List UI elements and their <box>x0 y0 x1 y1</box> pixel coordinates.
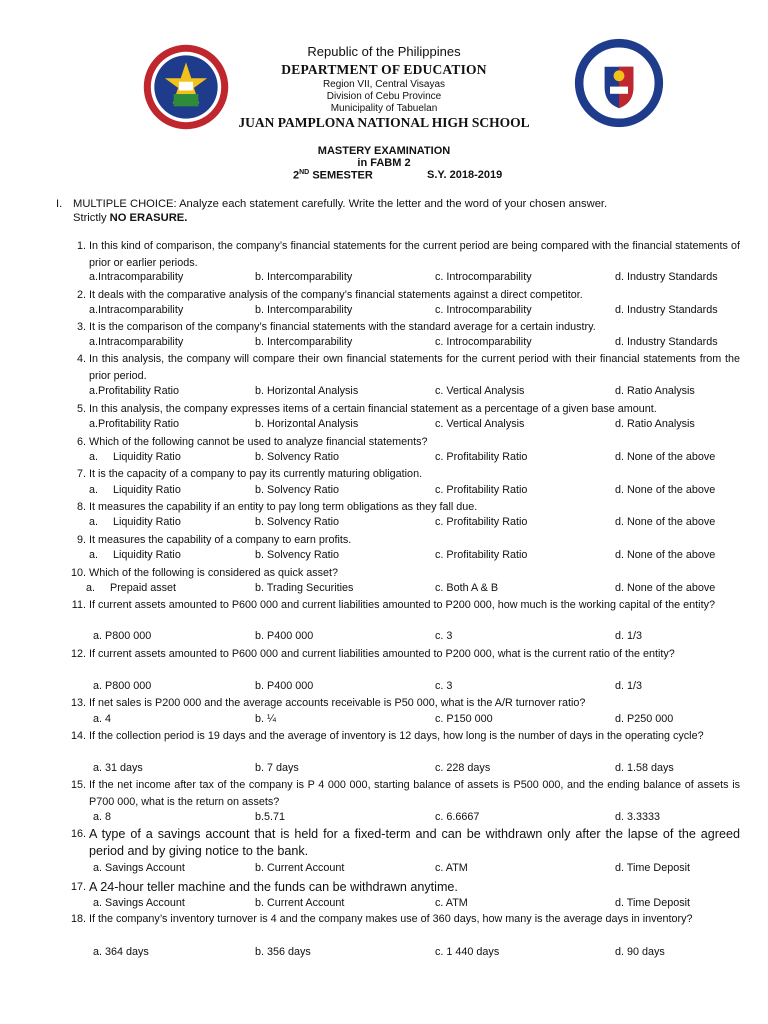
answer-option-a: a.Profitability Ratio <box>89 385 180 397</box>
document-header <box>0 0 768 200</box>
exam-subject: in FABM 2 <box>357 157 411 169</box>
answer-option-d: d. Ratio Analysis <box>615 385 695 397</box>
question-stem: It is the capacity of a company to pay its currently maturing obligation. <box>89 468 423 480</box>
answer-option-a: a.Intracomparability <box>89 336 184 348</box>
answer-option-a: a. 4 <box>93 713 112 725</box>
answer-option-a: a. 31 days <box>93 762 143 774</box>
answer-option-b: b. Intercomparability <box>255 271 353 283</box>
question-stem: If the net income after tax of the company is P 4 000 000, starting balance of assets is P500 000, and the ending balance of assets is P700 000, what is the return on assets? <box>89 779 740 808</box>
question-number: 9. <box>76 534 86 546</box>
question-number: 10. <box>70 567 86 579</box>
question-number: 5. <box>76 403 86 415</box>
question-stem: Which of the following cannot be used to analyze financial statements? <box>89 436 428 448</box>
question-number: 8. <box>76 501 86 513</box>
answer-option-a: a. P800 000 <box>93 680 152 692</box>
question-stem: In this kind of comparison, the company’s financial statements for the current period are being compared with the financial statements of prior or earlier periods. <box>89 240 740 269</box>
answer-option-c: c. Both A & B <box>435 582 499 594</box>
answer-option-d: d. Industry Standards <box>615 336 718 348</box>
instruction-text: MULTIPLE CHOICE: Analyze each statement carefully. Write the letter and the word of your chosen answer. <box>73 198 608 210</box>
question-stem: In this analysis, the company will compare their own financial statements for the current period with their financial statements from the prior period. <box>89 353 740 382</box>
answer-option-b: b. Horizontal Analysis <box>255 385 359 397</box>
answer-option-b: b. Current Account <box>255 897 345 909</box>
answer-option-a: a. Liquidity Ratio <box>89 451 181 463</box>
answer-option-d: d. None of the above <box>615 484 716 496</box>
answer-option-a: a.Intracomparability <box>89 271 184 283</box>
answer-option-b: b. Horizontal Analysis <box>255 418 359 430</box>
answer-option-b: b. Solvency Ratio <box>255 516 340 528</box>
answer-option-a: a. Savings Account <box>93 897 185 909</box>
question-number: 6. <box>76 436 86 448</box>
answer-option-c: c. 3 <box>435 630 453 642</box>
section-number: I. <box>56 198 63 210</box>
question-number: 4. <box>76 353 86 365</box>
question-stem: In this analysis, the company expresses items of a certain financial statement as a percentage of a given base amount. <box>89 403 657 415</box>
question-stem: If current assets amounted to P600 000 and current liabilities amounted to P200 000, what is the current ratio of the entity? <box>89 648 675 660</box>
answer-option-a: a. Liquidity Ratio <box>89 549 181 561</box>
question-number: 1. <box>76 240 86 252</box>
answer-option-d: d. 1.58 days <box>615 762 674 774</box>
answer-option-b: b. 356 days <box>255 946 311 958</box>
question-stem: Which of the following is considered as quick asset? <box>89 567 339 579</box>
school-name: JUAN PAMPLONA NATIONAL HIGH SCHOOL <box>238 115 530 130</box>
answer-option-c: c. Introcomparability <box>435 336 532 348</box>
answer-option-b: b. Current Account <box>255 862 345 874</box>
question-stem: A 24-hour teller machine and the funds can be withdrawn anytime. <box>89 880 458 894</box>
answer-option-c: c. P150 000 <box>435 713 493 725</box>
answer-option-d: d. Time Deposit <box>615 897 691 909</box>
answer-option-a: a. Liquidity Ratio <box>89 484 181 496</box>
answer-option-d: d. 1/3 <box>615 680 643 692</box>
answer-option-a: a. Savings Account <box>93 862 185 874</box>
answer-option-d: d. Ratio Analysis <box>615 418 695 430</box>
semester-word: SEMESTER <box>312 169 373 182</box>
answer-option-a: a. Prepaid asset <box>86 582 177 594</box>
question-stem: It is the comparison of the company’s financial statements with the standard average for a certain industry. <box>89 321 596 333</box>
answer-option-c: c. Introcomparability <box>435 271 532 283</box>
answer-option-b: b. Solvency Ratio <box>255 484 340 496</box>
question-stem: If the company’s inventory turnover is 4 and the company makes use of 360 days, how many is the average days in inventory? <box>89 913 693 925</box>
answer-option-d: d. 3.3333 <box>615 811 661 823</box>
answer-option-c: c. Profitability Ratio <box>435 451 528 463</box>
answer-option-b: b. ¼ <box>255 713 277 725</box>
question-number: 7. <box>76 468 86 480</box>
answer-option-a: a. P800 000 <box>93 630 152 642</box>
answer-option-d: d. Industry Standards <box>615 271 718 283</box>
question-stem: It measures the capability if an entity to pay long term obligations as they fall due. <box>89 501 478 513</box>
question-stem: It deals with the comparative analysis of the company’s financial statements against a direct competitor. <box>89 289 583 301</box>
answer-option-d: d. 90 days <box>615 946 665 958</box>
answer-option-b: b. P400 000 <box>255 630 314 642</box>
answer-option-d: d. None of the above <box>615 582 716 594</box>
question-number: 3. <box>76 321 86 333</box>
question-number: 17. <box>70 881 86 893</box>
answer-option-c: c. Vertical Analysis <box>435 385 525 397</box>
question-number: 14. <box>70 730 86 742</box>
answer-option-b: b. Solvency Ratio <box>255 451 340 463</box>
instruction-note <box>73 211 187 225</box>
question-stem: If the collection period is 19 days and the average of inventory is 12 days, how long is the number of days in the operating cycle? <box>89 730 704 742</box>
answer-option-b: b. 7 days <box>255 762 299 774</box>
question-number: 15. <box>70 779 86 791</box>
answer-option-b: b. Trading Securities <box>255 582 354 594</box>
question-number: 16. <box>70 828 86 840</box>
answer-option-c: c. Introcomparability <box>435 304 532 316</box>
semester-suffix: ND <box>299 169 310 176</box>
answer-option-d: d. None of the above <box>615 516 716 528</box>
answer-option-c: c. 1 440 days <box>435 946 500 958</box>
answer-option-c: c. Vertical Analysis <box>435 418 525 430</box>
answer-option-a: a. Liquidity Ratio <box>89 516 181 528</box>
answer-option-c: c. Profitability Ratio <box>435 484 528 496</box>
republic-line: Republic of the Philippines <box>307 44 461 59</box>
school-year: S.Y. 2018-2019 <box>427 169 503 181</box>
answer-option-d: d. 1/3 <box>615 630 643 642</box>
question-stem: A type of a savings account that is held for a fixed-term and can be withdrawn only after the lapse of the agreed period and by giving notice to the bank. <box>89 827 740 858</box>
instruction-note-prefix: Strictly <box>73 212 110 224</box>
answer-option-d: d. Industry Standards <box>615 304 718 316</box>
semester-number: 2 <box>293 169 300 182</box>
answer-option-c: c. 3 <box>435 680 453 692</box>
semester-line <box>293 169 373 182</box>
division-line: Division of Cebu Province <box>326 91 442 102</box>
answer-option-d: d. None of the above <box>615 549 716 561</box>
question-number: 12. <box>70 648 86 660</box>
department-line: DEPARTMENT OF EDUCATION <box>281 62 487 77</box>
answer-option-a: a. 364 days <box>93 946 149 958</box>
no-erasure-warning: NO ERASURE. <box>109 212 188 224</box>
municipality-line: Municipality of Tabuelan <box>330 103 438 114</box>
answer-option-c: c. Profitability Ratio <box>435 549 528 561</box>
answer-option-b: b. P400 000 <box>255 680 314 692</box>
question-number: 11. <box>71 599 86 611</box>
answer-option-d: d. None of the above <box>615 451 716 463</box>
answer-option-c: c. ATM <box>435 897 468 909</box>
answer-option-c: c. Profitability Ratio <box>435 516 528 528</box>
answer-option-c: c. 228 days <box>435 762 491 774</box>
question-stem: If net sales is P200 000 and the average accounts receivable is P50 000, what is the A/R turnover ratio? <box>89 697 586 709</box>
answer-option-b: b.5.71 <box>255 811 286 823</box>
answer-option-c: c. 6.6667 <box>435 811 480 823</box>
answer-option-b: b. Intercomparability <box>255 336 353 348</box>
answer-option-b: b. Solvency Ratio <box>255 549 340 561</box>
answer-option-d: d. P250 000 <box>615 713 674 725</box>
answer-option-d: d. Time Deposit <box>615 862 691 874</box>
answer-option-a: a.Profitability Ratio <box>89 418 180 430</box>
question-number: 13. <box>70 697 86 709</box>
question-number: 2. <box>76 289 86 301</box>
answer-option-a: a.Intracomparability <box>89 304 184 316</box>
question-stem: If current assets amounted to P600 000 and current liabilities amounted to P200 000, how much is the working capital of the entity? <box>89 599 715 611</box>
answer-option-c: c. ATM <box>435 862 468 874</box>
answer-option-a: a. 8 <box>93 811 112 823</box>
exam-title: MASTERY EXAMINATION <box>317 145 451 157</box>
question-number: 18. <box>70 913 86 925</box>
answer-option-b: b. Intercomparability <box>255 304 353 316</box>
region-line: Region VII, Central Visayas <box>322 79 446 90</box>
question-stem: It measures the capability of a company to earn profits. <box>89 534 352 546</box>
